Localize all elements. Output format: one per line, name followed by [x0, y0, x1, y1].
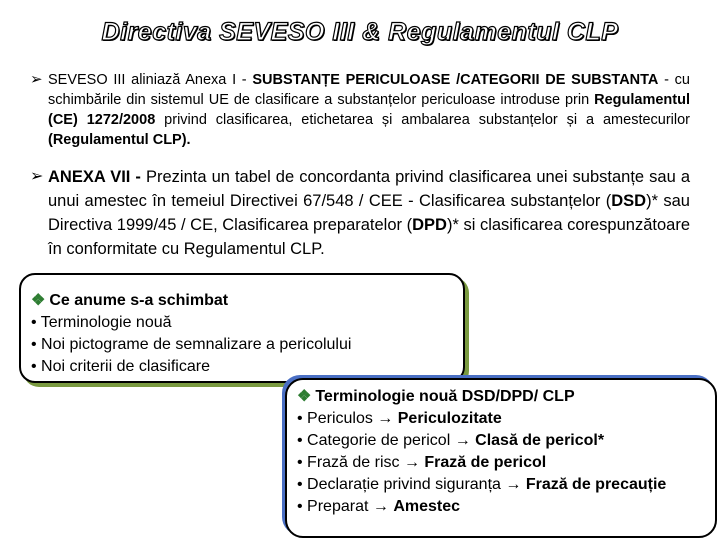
changes-box — [19, 273, 465, 383]
four-diamond-icon: ❖ — [31, 292, 46, 309]
list-item: • Noi pictograme de semnalizare a pericolului — [31, 336, 352, 353]
bullet-seveso-text: SEVESO III aliniază Anexa I - SUBSTANȚE PERICULOASE /CATEGORII DE SUBSTANTA - cu schimbările din sistemul UE de clasificare a substanțelor periculoase introduse prin Regulamentul (CE) 1272/2008 privind clasificarea, etichetarea și ambalarea substanțelor și a amestecurilor (Regulamentul CLP). — [48, 72, 691, 148]
bullet-seveso — [30, 70, 690, 150]
terminology-box — [285, 378, 717, 538]
bullet-anexa — [30, 165, 690, 261]
list-item: • Declarație privind siguranța → Frază de precauție — [297, 476, 667, 493]
list-item: • Categorie de pericol → Clasă de pericol* — [297, 432, 605, 449]
arrow-bullet-icon: ➢ — [30, 168, 44, 185]
terminology-heading: ❖ Terminologie nouă DSD/DPD/ CLP — [297, 388, 575, 405]
list-item: • Periculos → Periculozitate — [297, 410, 502, 427]
list-item: • Noi criterii de clasificare — [31, 358, 210, 375]
list-item: • Terminologie nouă — [31, 314, 172, 331]
list-item: • Preparat → Amestec — [297, 498, 461, 515]
list-item: • Frază de risc → Frază de pericol — [297, 454, 547, 471]
bullet-anexa-text: ANEXA VII - Prezinta un tabel de concordanta privind clasificarea unei substanțe sau a unui amestec în temeiul Directivei 67/548 / CEE - Clasificarea substanțelor (DSD)* sau Directiva 1999/45 / CE, Clasificarea preparatelor (DPD)* si clasificarea corespunzătoare în conformitate cu Regulamentul CLP. — [48, 168, 690, 258]
changes-heading: ❖ Ce anume s-a schimbat — [31, 292, 229, 309]
four-diamond-icon: ❖ — [297, 388, 312, 405]
arrow-bullet-icon: ➢ — [30, 71, 43, 88]
page-title: Directiva SEVESO III & Regulamentul CLP — [101, 18, 619, 46]
